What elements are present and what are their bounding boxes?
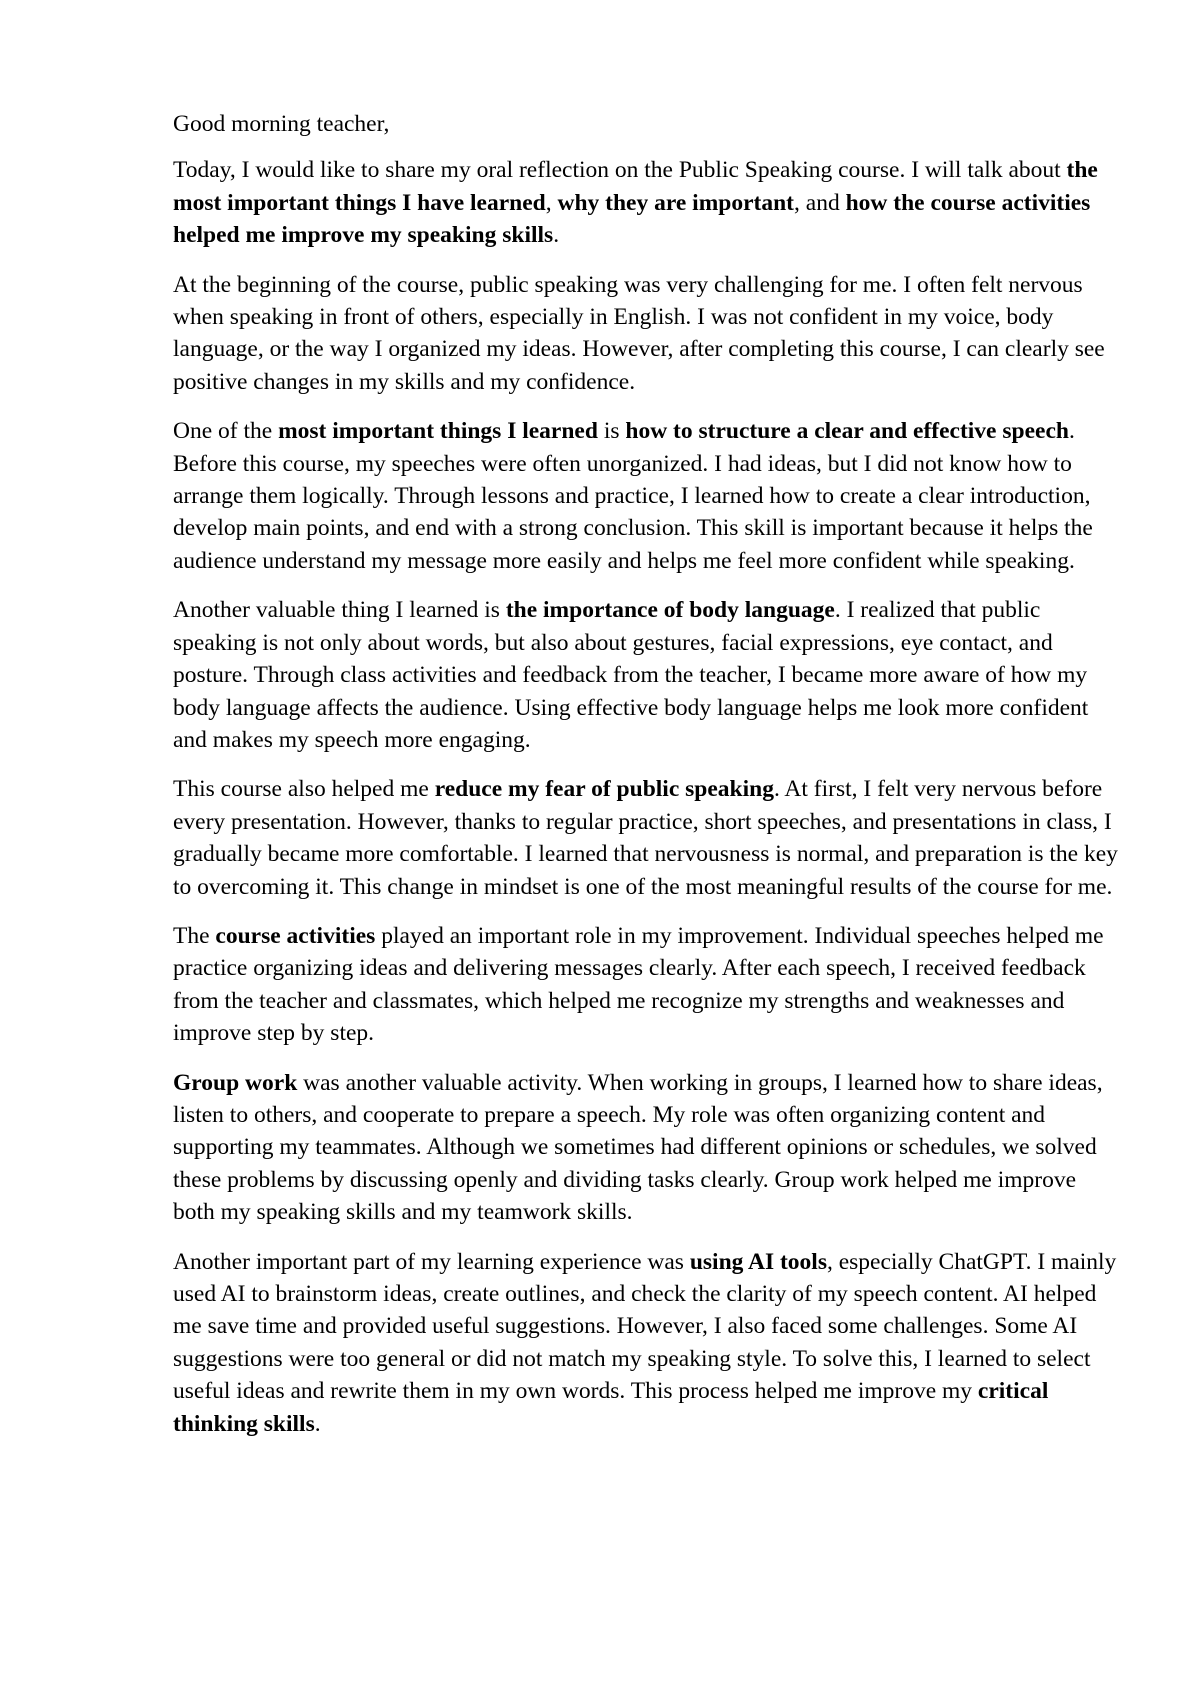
body-paragraph: [173, 773, 1123, 903]
body-paragraph: [173, 154, 1123, 251]
bold-emphasis-text: course activities: [215, 922, 376, 949]
bold-emphasis-text: why they are important: [557, 189, 795, 216]
greeting-line: [173, 108, 1123, 140]
bold-emphasis-text: the importance of body language: [505, 597, 835, 624]
paragraph-text: . Before this course, my speeches were often unorganized. I had ideas, but I did not know how to arrange them logically. Through lessons and practice, I learned how to create a clear introduction, develop main points, and end with a strong conclusion. This skill is important because it helps the audience understand my message more easily and helps me feel more confident while speaking.: [173, 418, 1093, 574]
bold-emphasis-text: how to structure a clear and effective speech: [625, 418, 1069, 445]
body-paragraph: [173, 269, 1123, 399]
bold-emphasis-text: Group work: [173, 1069, 298, 1096]
body-paragraph: [173, 594, 1123, 756]
paragraph-text: Another valuable thing I learned is: [173, 597, 506, 624]
paragraph-text: Good morning teacher,: [173, 111, 390, 137]
paragraph-text: Another important part of my learning experience was: [173, 1248, 690, 1275]
document-page: [173, 108, 1123, 1457]
bold-emphasis-text: critical thinking skills: [173, 1378, 1049, 1437]
paragraph-text: , especially ChatGPT. I mainly used AI to brainstorm ideas, create outlines, and check the clarity of my speech content. AI helped me save time and provided useful suggestions. However, I also faced some challenges. Some AI suggestions were too general or did not match my speaking style. To solve this, I learned to select useful ideas and rewrite them in my own words. This process helped me improve my: [173, 1248, 1117, 1405]
paragraph-text: The: [173, 922, 216, 949]
bold-emphasis-text: how the course activities helped me improve my speaking skills: [173, 189, 1091, 249]
paragraph-text: .: [314, 1410, 321, 1437]
paragraph-text: This course also helped me: [173, 776, 435, 803]
bold-emphasis-text: using AI tools: [689, 1248, 827, 1275]
paragraph-text: ,: [545, 189, 558, 216]
paragraph-text: . I realized that public speaking is not only about words, but also about gestures, facial expressions, eye contact, and posture. Through class activities and feedback from the teacher, I became more aware of how my body language affects the audience. Using effective body language helps me look more confident and makes my speech more engaging.: [173, 597, 1089, 753]
bold-emphasis-text: the most important things I have learned: [173, 157, 1098, 216]
body-paragraph: [173, 415, 1123, 577]
paragraph-text: . At first, I felt very nervous before every presentation. However, thanks to regular practice, short speeches, and presentations in class, I gradually became more comfortable. I learned that nervousness is normal, and preparation is the key to overcoming it. This change in mindset is one of the most meaningful results of the course for me.: [173, 776, 1118, 900]
paragraph-text: played an important role in my improvement. Individual speeches helped me practice organizing ideas and delivering messages clearly. After each speech, I received feedback from the teacher and classmates, which helped me recognize my strengths and weaknesses and improve step by step.: [173, 922, 1104, 1047]
bold-emphasis-text: reduce my fear of public speaking: [434, 776, 774, 803]
body-paragraph: [173, 920, 1123, 1050]
paragraph-text: One of the: [173, 418, 279, 445]
paragraph-text: was another valuable activity. When working in groups, I learned how to share ideas, listen to others, and cooperate to prepare a speech. My role was often organizing content and supporting my teammates. Although we sometimes had different opinions or schedules, we solved these problems by discussing openly and dividing tasks clearly. Group work helped me improve both my speaking skills and my teamwork skills.: [173, 1069, 1103, 1226]
paragraph-text: Today, I would like to share my oral reflection on the Public Speaking course. I will talk about: [173, 157, 1067, 184]
paragraph-text: .: [553, 222, 560, 249]
body-paragraph: [173, 1067, 1123, 1229]
body-paragraph: [173, 1246, 1123, 1440]
paragraph-text: At the beginning of the course, public speaking was very challenging for me. I often felt nervous when speaking in front of others, especially in English. I was not confident in my voice, body language, or the way I organized my ideas. However, after completing this course, I can clearly see positive changes in my skills and my confidence.: [173, 271, 1105, 395]
bold-emphasis-text: most important things I learned: [278, 418, 598, 445]
paragraph-text: is: [597, 418, 626, 445]
paragraph-text: , and: [794, 189, 846, 216]
